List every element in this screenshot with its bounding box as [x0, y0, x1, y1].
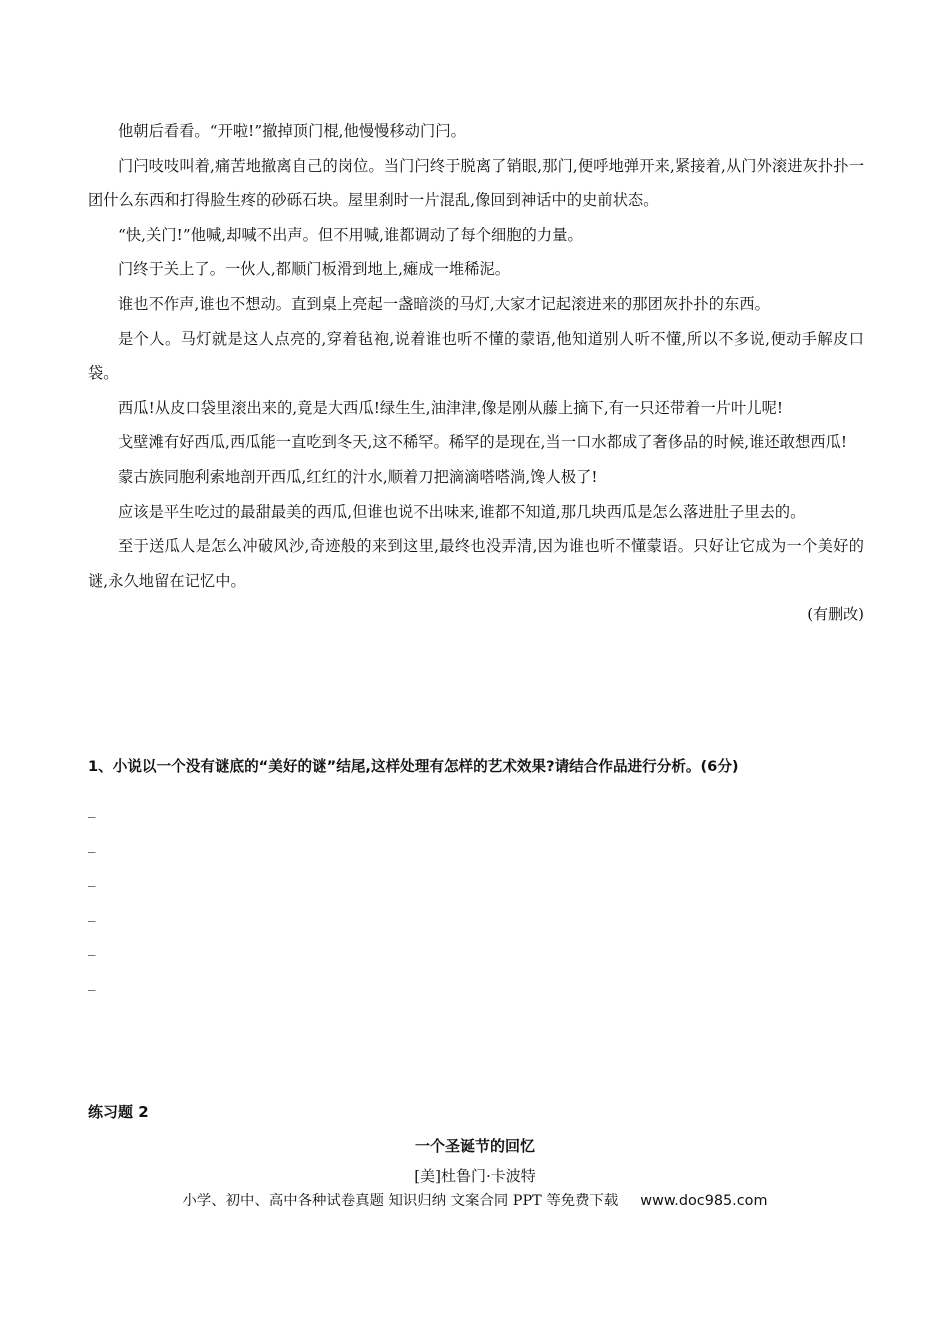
- question-1: 1、小说以一个没有谜底的“美好的谜”结尾,这样处理有怎样的艺术效果?请结合作品进行分析。(6分): [88, 758, 739, 775]
- story-title: 一个圣诞节的回忆: [414, 1137, 535, 1155]
- passage-paragraph: 至于送瓜人是怎么冲破风沙,奇迹般的来到这里,最终也没弄清,因为谁也听不懂蒙语。只好让它成为一个美好的谜,永久地留在记忆中。: [88, 537, 864, 590]
- answer-line: _: [88, 834, 96, 853]
- passage-paragraph: 门终于关上了。一伙人,都顺门板滑到地上,瘫成一堆稀泥。: [118, 260, 511, 279]
- footer-text: 小学、初中、高中各种试卷真题 知识归纳 文案合同 PPT 等免费下载: [182, 1193, 619, 1209]
- passage-paragraph: 谁也不作声,谁也不想动。直到桌上亮起一盏暗淡的马灯,大家才记起滚进来的那团灰扑扑的东西。: [118, 294, 770, 313]
- answer-area: [88, 792, 128, 1000]
- story-author: [美]杜鲁门·卡波特: [414, 1167, 536, 1185]
- answer-line: _: [88, 938, 96, 957]
- answer-line: _: [88, 903, 96, 922]
- answer-line: _: [88, 869, 96, 888]
- passage-paragraph: “快,关门!”他喊,却喊不出声。但不用喊,谁都调动了每个细胞的力量。: [118, 225, 583, 244]
- exercise-label: 练习题 2: [88, 1103, 149, 1121]
- passage-paragraph: 门闩吱吱叫着,痛苦地撤离自己的岗位。当门闩终于脱离了销眼,那门,便呼地弹开来,紧接着,从门外滚进灰扑扑一团什么东西和打得脸生疼的砂砾石块。屋里刹时一片混乱,像回到神话中的史前状态。: [88, 156, 864, 210]
- passage-paragraph: 他朝后看看。“开啦!”撤掉顶门棍,他慢慢移动门闩。: [118, 122, 466, 140]
- story-passage: [88, 114, 864, 630]
- page-footer: [0, 1187, 950, 1215]
- passage-paragraph: 西瓜!从皮口袋里滚出来的,竟是大西瓜!绿生生,油津津,像是刚从藤上摘下,有一只还带着一片叶儿呢!: [118, 398, 784, 417]
- passage-paragraph: 应该是平生吃过的最甜最美的西瓜,但谁也说不出味来,谁都不知道,那几块西瓜是怎么落进肚子里去的。: [118, 502, 806, 521]
- footer-site-link[interactable]: www.doc985.com: [640, 1193, 768, 1209]
- passage-paragraph: 蒙古族同胞利索地剖开西瓜,红红的汁水,顺着刀把滴滴嗒嗒淌,馋人极了!: [118, 467, 598, 486]
- source-note: (有删改): [807, 605, 864, 624]
- answer-line: _: [88, 972, 96, 991]
- passage-paragraph: 是个人。马灯就是这人点亮的,穿着毡袍,说着谁也听不懂的蒙语,他知道别人听不懂,所以不多说,便动手解皮口袋。: [88, 329, 864, 383]
- answer-line: _: [88, 800, 96, 818]
- passage-paragraph: 戈壁滩有好西瓜,西瓜能一直吃到冬天,这不稀罕。稀罕的是现在,当一口水都成了奢侈品的时候,谁还敢想西瓜!: [118, 433, 848, 452]
